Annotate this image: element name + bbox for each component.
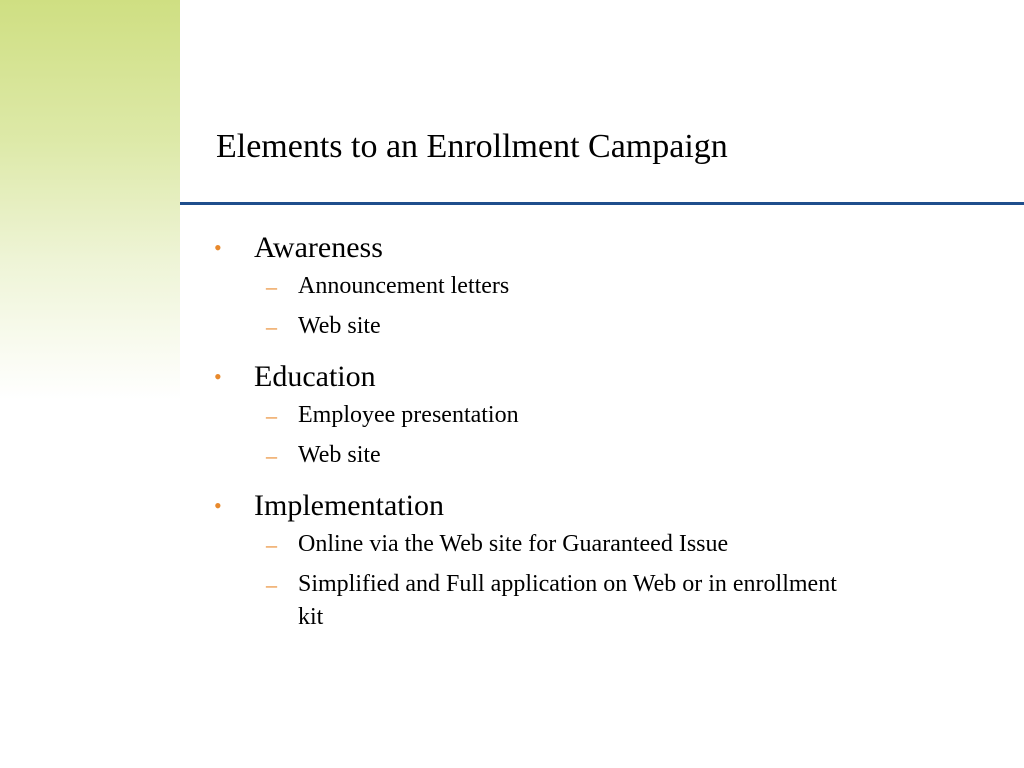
sub-list (212, 270, 852, 343)
bullet-dot-icon: • (214, 493, 222, 518)
sub-item (212, 270, 852, 303)
bullet-label: Education (254, 360, 376, 393)
sub-item (212, 439, 852, 472)
bullet-dot-icon: • (214, 235, 222, 260)
sub-list (212, 399, 852, 472)
dash-icon: – (266, 572, 277, 597)
sub-item (212, 568, 852, 634)
slide-content (212, 230, 852, 650)
bullet-label: Implementation (254, 489, 444, 522)
dash-icon: – (266, 403, 277, 428)
bullet-group-education (212, 359, 852, 472)
sub-item-label: Web site (298, 442, 381, 468)
bullet-item (212, 230, 852, 266)
sub-item (212, 399, 852, 432)
sub-item-label: Employee presentation (298, 402, 519, 428)
dash-icon: – (266, 443, 277, 468)
title-divider (180, 202, 1024, 205)
bullet-item (212, 488, 852, 524)
sub-item (212, 528, 852, 561)
bullet-item (212, 359, 852, 395)
dash-icon: – (266, 532, 277, 557)
sub-item (212, 310, 852, 343)
slide-title: Elements to an Enrollment Campaign (216, 128, 728, 165)
dash-icon: – (266, 314, 277, 339)
sub-item-label: Web site (298, 313, 381, 339)
decorative-side-band (0, 0, 180, 400)
bullet-label: Awareness (254, 231, 383, 264)
sub-list (212, 528, 852, 634)
bullet-group-implementation (212, 488, 852, 634)
sub-item-label: Simplified and Full application on Web or in enrollment kit (298, 571, 837, 630)
sub-item-label: Online via the Web site for Guaranteed Issue (298, 531, 729, 557)
dash-icon: – (266, 274, 277, 299)
sub-item-label: Announcement letters (298, 273, 510, 299)
bullet-dot-icon: • (214, 364, 222, 389)
bullet-group-awareness (212, 230, 852, 343)
